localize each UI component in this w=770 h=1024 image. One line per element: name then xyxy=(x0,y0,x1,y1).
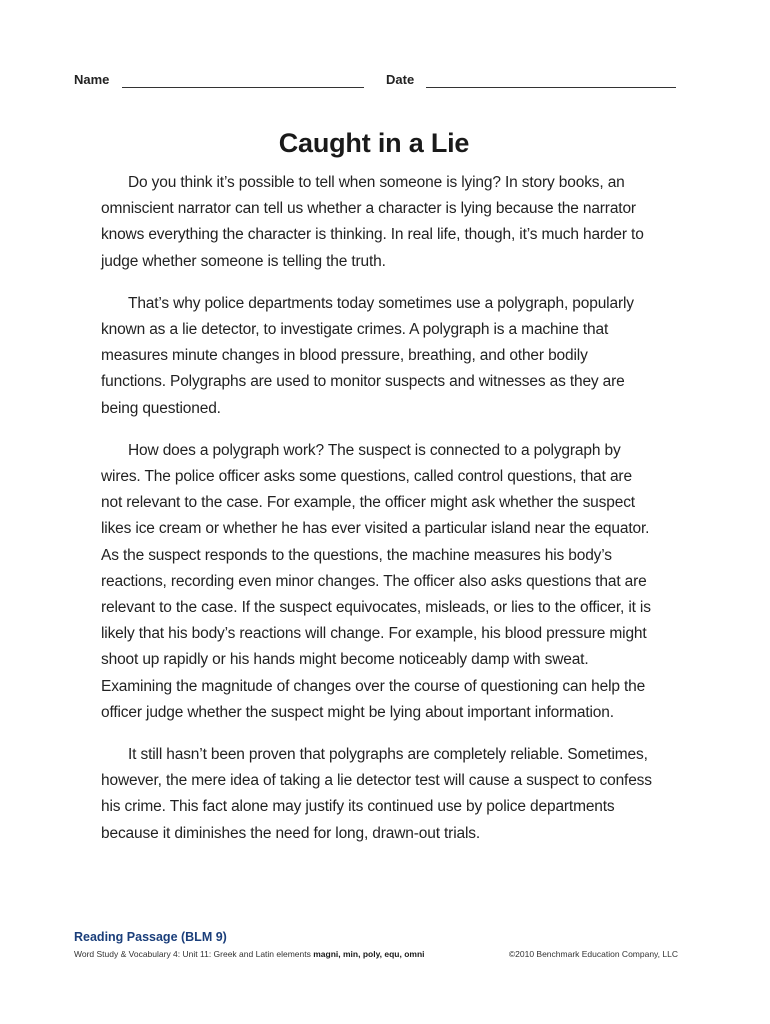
page-footer xyxy=(74,930,678,963)
footer-copyright: ©2010 Benchmark Education Company, LLC xyxy=(508,949,678,959)
passage-title: Caught in a Lie xyxy=(278,128,470,158)
paragraph-1: Do you think it’s possible to tell when someone is lying? In story books, an omniscient narrator can tell us whether a character is lying because the narrator knows everything the character is thinking. In real life, though, it’s much harder to judge whether someone is telling the truth. xyxy=(101,174,644,270)
footer-credit xyxy=(74,949,425,959)
footer-credit-prefix: Word Study & Vocabulary 4: Unit 11: Greek and Latin elements xyxy=(74,949,314,959)
paragraph-4: It still hasn’t been proven that polygraphs are completely reliable. Sometimes, however, the mere idea of taking a lie detector test will cause a suspect to confess his crime. This fact alone may justify its continued use by police departments because it diminishes the need for long, drawn-out trials. xyxy=(101,746,652,842)
name-field-line[interactable] xyxy=(122,87,364,88)
paragraph-3: How does a polygraph work? The suspect is connected to a polygraph by wires. The police officer asks some questions, called control questions, that are not relevant to the case. For example, the officer might ask whether the suspect likes ice cream or whether he has ever visited a particular island near the equator. As the suspect responds to the questions, the machine measures his body’s reactions, recording even minor changes. The officer also asks questions that are relevant to the case. If the suspect equivocates, misleads, or lies to the officer, it is likely that his body’s reactions will change. For example, his blood pressure might shoot up rapidly or his hands might become noticeably damp with sweat. Examining the magnitude of changes over the course of questioning can help the officer judge whether the suspect might be lying about important information. xyxy=(101,441,651,721)
passage-body xyxy=(101,170,656,863)
date-label: Date xyxy=(386,72,415,87)
footer-row xyxy=(74,949,678,963)
footer-title: Reading Passage (BLM 9) xyxy=(74,930,227,944)
name-date-header xyxy=(74,70,676,92)
date-field-line[interactable] xyxy=(426,87,676,88)
name-label: Name xyxy=(74,72,110,87)
paragraph-2: That’s why police departments today sometimes use a polygraph, popularly known as a lie detector, to investigate crimes. A polygraph is a machine that measures minute changes in blood pressure, breathing, and other bodily functions. Polygraphs are used to monitor suspects and witnesses as they are being questioned. xyxy=(101,294,634,417)
footer-credit-elements: magni, min, poly, equ, omni xyxy=(313,949,425,959)
